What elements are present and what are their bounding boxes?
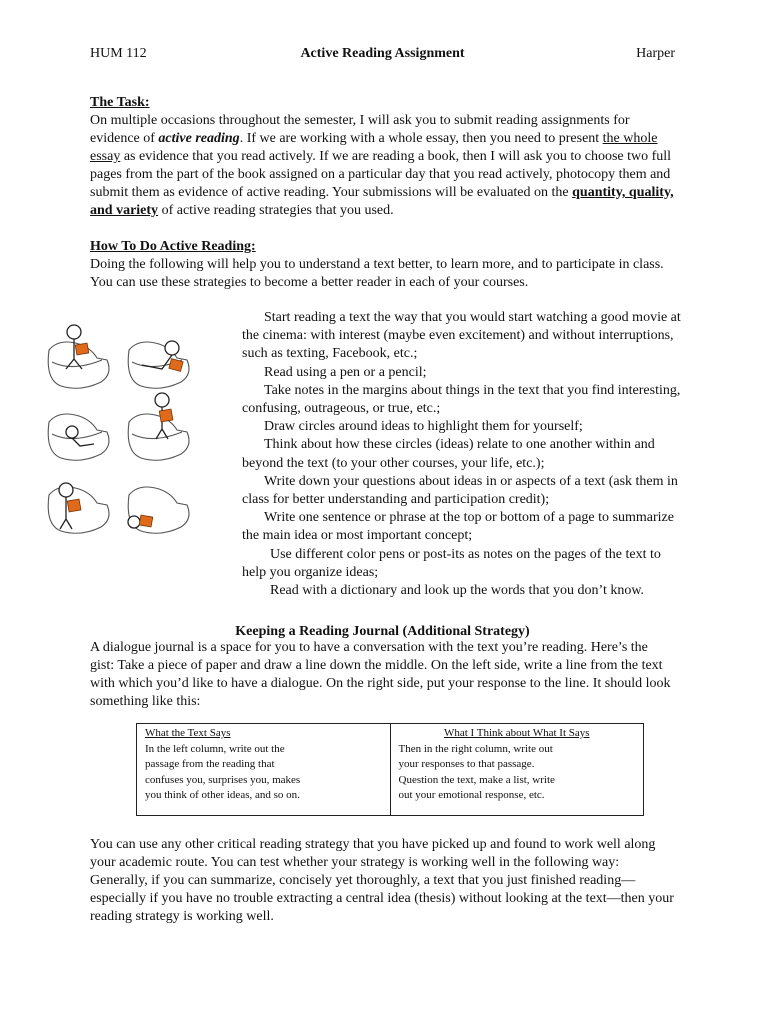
- left-column-line: you think of other ideas, and so on.: [145, 789, 300, 801]
- strategy-list: [242, 309, 682, 600]
- author-name: Harper: [636, 46, 675, 61]
- left-column-line: In the left column, write out the: [145, 742, 285, 755]
- journal-heading: Keeping a Reading Journal (Additional Strategy): [235, 624, 530, 639]
- closing-paragraph: You can use any other critical reading strategy that you have picked up and found to work well along your academic route. You can test whether your strategy is working well in the following way: Generally, if you can summarize, concisely yet thoroughly, a text that you just finished reading—especially if you have no trouble extracting a central idea (thesis) without looking at the text—then your reading strategy is working well.: [90, 837, 674, 924]
- strategy-item: Use different color pens or post-its as notes on the pages of the text to help you organize ideas;: [242, 546, 661, 580]
- strategy-item: Read using a pen or a pencil;: [264, 364, 427, 380]
- course-code: HUM 112: [90, 46, 147, 61]
- howto-intro: Doing the following will help you to understand a text better, to learn more, and to participate in class. You can use these strategies to become a better reader in each of your courses.: [90, 257, 664, 290]
- left-column-header: What the Text Says: [145, 727, 231, 739]
- task-heading: The Task:: [90, 95, 150, 110]
- right-column-line: Question the text, make a list, write: [398, 773, 555, 786]
- journal-intro: A dialogue journal is a space for you to have a conversation with the text you’re reading. Here’s the gist: Take a piece of paper and draw a line down the middle. On the left side, write a line from the text with which you’d like to have a dialogue. On the right side, put your response to the line. It should look something like this:: [90, 640, 671, 709]
- active-reading-emphasis: active reading: [158, 131, 240, 146]
- left-column-line: confuses you, surprises you, makes: [145, 773, 301, 786]
- document-title: Active Reading Assignment: [300, 46, 465, 61]
- strategy-item: Think about how these circles (ideas) relate to one another within and beyond the text (to your other courses, your life, etc.);: [242, 437, 655, 471]
- left-column-cell: [137, 724, 391, 816]
- page-header: [90, 46, 675, 66]
- strategy-item: Draw circles around ideas to highlight them for yourself;: [264, 419, 583, 435]
- left-column-line: passage from the reading that: [145, 758, 275, 770]
- right-column-cell: [390, 724, 644, 816]
- right-column-line: out your emotional response, etc.: [398, 789, 545, 801]
- evaluation-criteria: quantity, quality, and variety: [90, 185, 674, 218]
- right-column-header: What I Think about What It Says: [443, 727, 590, 739]
- strategy-item: Write down your questions about ideas in or aspects of a text (ask them in class for better understanding and participation credit);: [242, 473, 678, 508]
- document-page: [90, 0, 681, 1024]
- strategy-item: Read with a dictionary and look up the words that you don’t know.: [270, 583, 645, 599]
- whole-essay-underline: the whole essay: [90, 131, 658, 164]
- strategy-item: Start reading a text the way that you would start watching a good movie at the cinema: with interest (maybe even excitement) and without interruptions, such as texting, Facebook, etc.;: [242, 310, 681, 362]
- dialogue-journal-table: [136, 723, 644, 816]
- reading-figures-illustration: [44, 320, 204, 535]
- strategy-item: Take notes in the margins about things in the text that you find interesting, confusing, outrageous, or true, etc.;: [242, 382, 681, 417]
- right-column-line: your responses to that passage.: [398, 758, 535, 770]
- howto-heading: How To Do Active Reading:: [90, 239, 256, 254]
- strategy-item: Write one sentence or phrase at the top or bottom of a page to summarize the main idea or most important concept;: [242, 510, 674, 544]
- task-paragraph: On multiple occasions throughout the semester, I will ask you to submit reading assignments for evidence of active reading. If we are working with a whole essay, then you need to present the whole essay as evidence that you read actively. If we are reading a book, then I will ask you to choose two full pages from the part of the book assigned on a particular day that you read actively, photocopy them and submit them as evidence of active reading. Your submissions will be evaluated on the quantity, quality, and variety of active reading strategies that you used.: [90, 113, 674, 218]
- right-column-line: Then in the right column, write out: [398, 742, 553, 755]
